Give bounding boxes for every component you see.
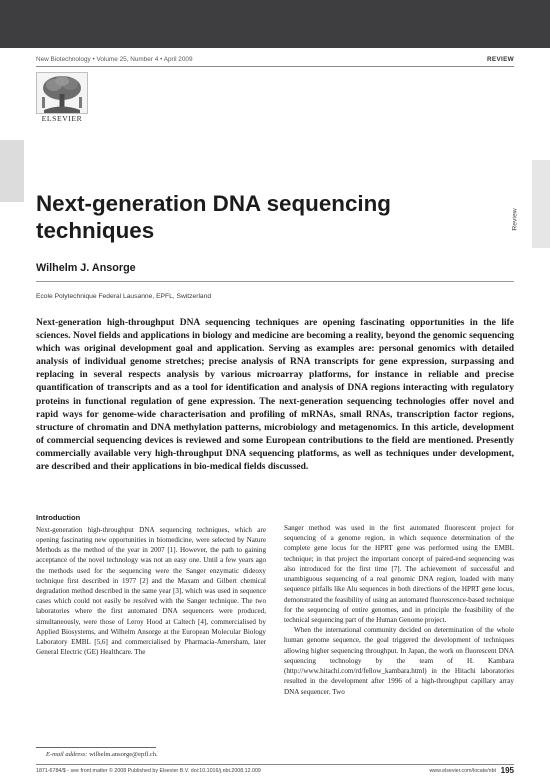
review-side-tab bbox=[508, 202, 522, 238]
elsevier-tree-logo-icon bbox=[36, 72, 88, 114]
footnote-label: E-mail address: bbox=[46, 751, 88, 758]
body-paragraph-left: Next-generation high-throughput DNA sequencing techniques, which are opening fascinating new opportunities in biomedicine, were selected by Nature Methods as the method of the year in 2007 [1]. However, the path to gaining acceptance of the novel technology was not an easy one. Until a few years ago the methods used for the sequencing were the Sanger enzymatic dideoxy technique first described in 1977 [2] and the Maxam and Gilbert chemical degradation method described in the same year [3], which was used in sequence cases which could not easily be resolved with the Sanger technique. The two laboratories where the first automated DNA sequencers were produced, simultaneously, were those of Leroy Hood at Caltech [4], commercialised by Applied Biosystems, and Wilhelm Ansorge at the European Molecular Biology Laboratory EMBL [5,6] and commercialised by Pharmacia-Amersham, later General Electric (GE) Healthcare. The bbox=[36, 525, 266, 657]
abstract: Next-generation high-throughput DNA sequencing techniques are opening fascinating opportunities in the life sciences. Novel fields and applications in biology and medicine are becoming a reality, beyond the genomic sequencing which was original development goal and application. Serving as examples are: personal genomics with detailed analysis of individual genome stretches; precise analysis of RNA transcripts for gene expression, surpassing and replacing in several respects analysis by various microarray platforms, for instance in reliable and precise quantification of transcripts and as a tool for identification and analysis of DNA regions interacting with regulatory proteins in functional regulation of gene expression. The next-generation sequencing technologies offer novel and rapid ways for genome-wide characterisation and profiling of mRNAs, small RNAs, transcription factor regions, structure of chromatin and DNA methylation patterns, microbiology and metagenomics. In this article, development of commercial sequencing devices is reviewed and some European contributions to the field are mentioned. Presently commercially available very high-throughput DNA sequencing platforms, as well as techniques under development, are described and their applications in bio-medical fields discussed. bbox=[36, 318, 514, 473]
left-decorative-band bbox=[0, 140, 24, 202]
author-email-link[interactable]: wilhelm.ansorge@epfl.ch. bbox=[89, 751, 158, 758]
footnote-divider bbox=[36, 747, 156, 748]
right-decorative-band bbox=[532, 160, 550, 248]
author-email-footnote bbox=[46, 751, 158, 758]
article-title: Next-generation DNA sequencing techniques bbox=[36, 191, 391, 243]
body-paragraph-right-1: Sanger method was used in the first automated fluorescent project for sequencing of a genome region, in which sequence determination of the complete gene locus for the HPRT gene was performed using the EMBL technique; in that project the important concept of paired-end sequencing was also introduced for the first time [7]. The achievement of successful and unambiguous sequencing of a real genomic DNA region, loaded with many sequence pitfalls like Alu sequences in both directions of the HPRT gene locus, demonstrated the feasibility of using an automated fluorescence-based technique for the sequencing of entire genomes, and in principle the feasibility of the technical sequencing part of the Human Genome project. bbox=[284, 524, 514, 624]
author-divider bbox=[36, 281, 514, 282]
footer-divider bbox=[36, 764, 514, 765]
left-column bbox=[36, 513, 266, 658]
running-header bbox=[36, 54, 514, 66]
right-column bbox=[284, 523, 514, 697]
article-type-label: REVIEW bbox=[486, 56, 514, 63]
top-color-band bbox=[0, 0, 550, 48]
header-divider bbox=[36, 66, 514, 67]
journal-website-link[interactable]: www.elsevier.com/locate/nbt bbox=[429, 768, 496, 774]
page-footer bbox=[36, 767, 514, 777]
side-tab-label: Review bbox=[511, 208, 519, 231]
issn-doi-line: 1871-6784/$ - see front matter © 2008 Published by Elsevier B.V. doi:10.1016/j.nbt.2008.12.009 bbox=[36, 768, 261, 774]
body-paragraph-right-2: When the international community decided on determination of the whole human genome sequence, the goal triggered the development of techniques allowing higher sequencing throughput. In Japan, the work on fluorescent DNA sequencing technology by the team of H. Kambara (http://www.hitachi.com/rd/fellow_kambara.html) in the Hitachi laboratories resulted in the development after 1996 of a high-throughput capillary array DNA sequencer. Two bbox=[284, 626, 514, 696]
introduction-heading: Introduction bbox=[36, 513, 81, 522]
page-number: 195 bbox=[500, 766, 514, 775]
journal-citation: New Biotechnology • Volume 25, Number 4 • April 2009 bbox=[36, 56, 193, 63]
author-affiliation: Ecole Polytechnique Federal Lausanne, EPFL, Switzerland bbox=[36, 293, 212, 300]
publisher-wordmark: ELSEVIER bbox=[41, 114, 83, 123]
article-author: Wilhelm J. Ansorge bbox=[36, 262, 136, 274]
